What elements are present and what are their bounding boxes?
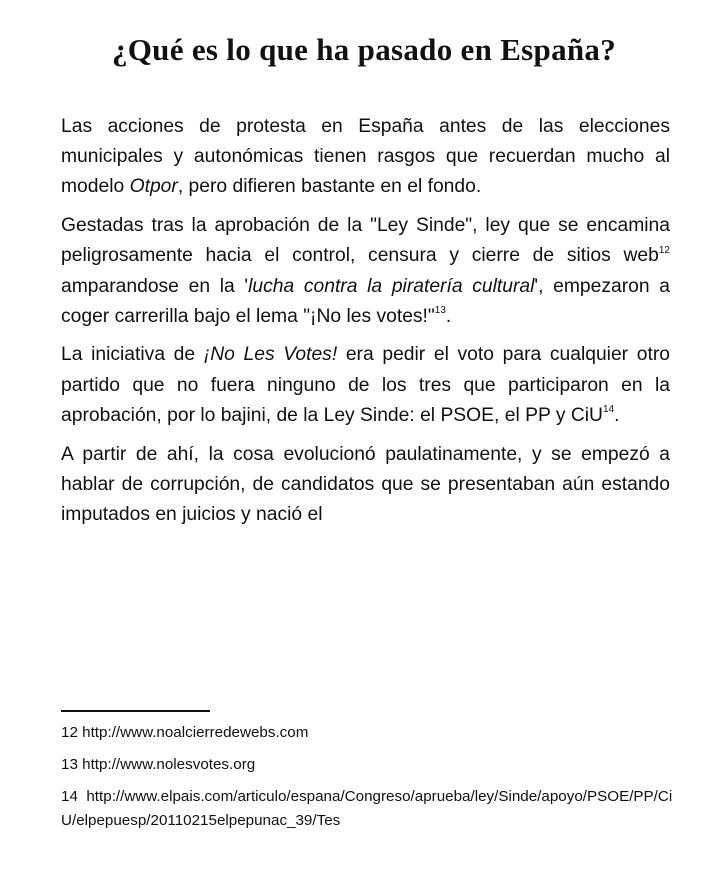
footnote-ref-14[interactable]: 14 xyxy=(602,404,615,416)
paragraph-1-text-b: , pero difieren bastante en el fondo. xyxy=(177,176,482,198)
footnote-ref-13[interactable]: 13 xyxy=(434,305,446,317)
paragraph-3-text-c: . xyxy=(614,404,620,426)
footnotes xyxy=(61,721,673,841)
footnote-12 xyxy=(61,721,673,745)
body-text xyxy=(61,112,670,539)
paragraph-1-text-a: Las acciones de protesta en España antes de las elecciones municipales y autonómicas tienen rasgos que recuerdan mucho al modelo xyxy=(61,116,670,198)
footnote-number: 14 xyxy=(61,788,78,805)
otpor-emphasis: Otpor xyxy=(129,176,178,198)
lucha-emphasis: lucha contra la piratería cultural xyxy=(248,275,535,297)
footnote-ref-12[interactable]: 12 xyxy=(658,244,670,256)
paragraph-2-text-b: amparandose en la ' xyxy=(61,275,249,297)
footnote-14 xyxy=(61,785,673,833)
paragraph-2 xyxy=(61,211,670,332)
page-title: ¿Qué es lo que ha pasado en España? xyxy=(111,32,617,67)
footnote-divider xyxy=(61,710,210,712)
footnote-link[interactable]: http://www.elpais.com/articulo/espana/Congreso/aprueba/ley/Sinde/apoyo/PSOE/PP/CiU/elpepuesp/20110215elpepunac_39/Tes xyxy=(61,788,673,829)
paragraph-2-text-c: ', empezaron a coger carrerilla bajo el lema "¡No les votes!" xyxy=(61,275,670,327)
paragraph-3 xyxy=(61,340,670,431)
no-les-votes-emphasis: ¡No Les Votes! xyxy=(203,344,338,366)
paragraph-1 xyxy=(61,112,670,203)
footnote-13 xyxy=(61,753,673,777)
paragraph-2-text-d: . xyxy=(445,305,452,327)
paragraph-3-text-a: La iniciativa de xyxy=(61,344,204,366)
footnote-number: 12 xyxy=(61,724,78,741)
paragraph-3-text-b: era pedir el voto para cualquier otro partido que no fuera ninguno de los tres que participaron en la aprobación, por lo bajini, de la Ley Sinde: el PSOE, el PP y CiU xyxy=(61,344,670,426)
paragraph-4: A partir de ahí, la cosa evolucionó paulatinamente, y se empezó a hablar de corrupción, de candidatos que se presentaban aún estando imputados en juicios y nació el xyxy=(61,443,670,525)
footnote-number: 13 xyxy=(61,756,78,773)
footnote-link[interactable]: http://www.nolesvotes.org xyxy=(82,756,256,773)
footnote-link[interactable]: http://www.noalcierredewebs.com xyxy=(82,724,309,741)
paragraph-2-text-a: Gestadas tras la aprobación de la "Ley Sinde", ley que se encamina peligrosamente hacia el control, censura y cierre de sitios web xyxy=(61,215,670,267)
